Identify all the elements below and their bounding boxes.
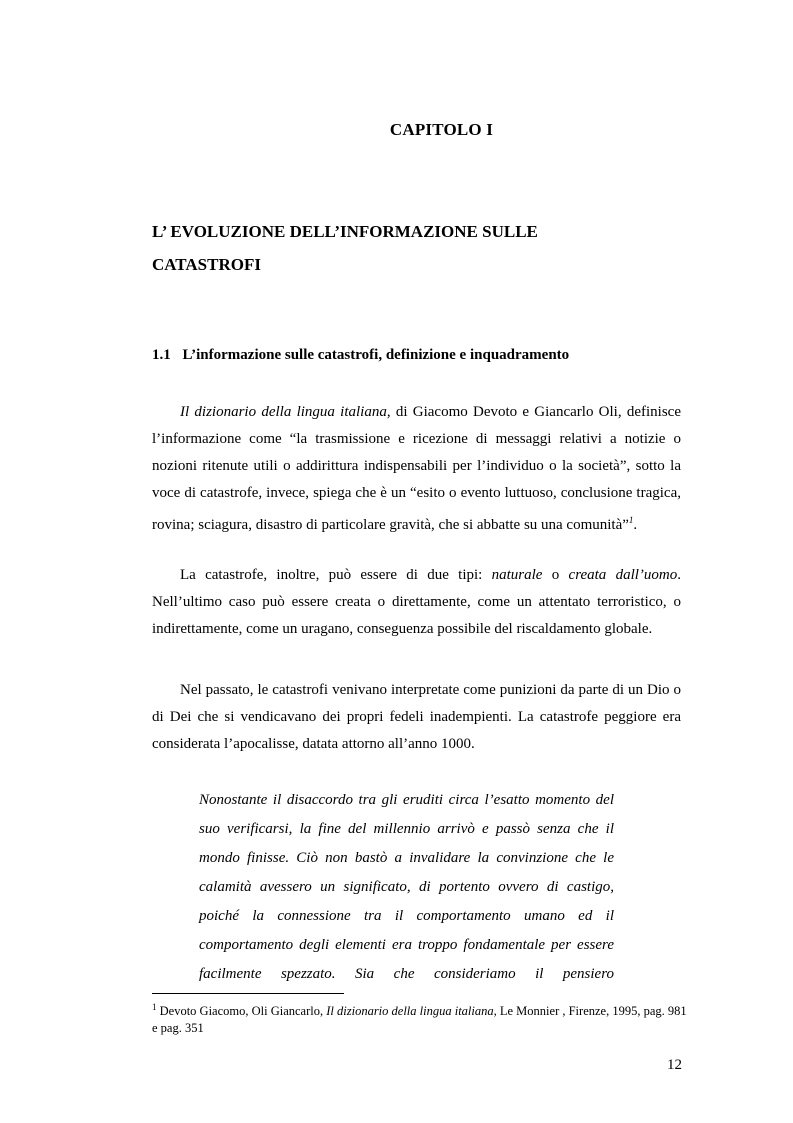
footnote-reference[interactable]: 1 [628, 515, 634, 525]
footnote-separator [152, 993, 344, 994]
section-title: L’informazione sulle catastrofi, definizione e inquadramento [182, 347, 570, 363]
footnote-text-a: Devoto Giacomo, Oli Giancarlo, [156, 1004, 327, 1019]
paragraph-2-text-c: . Nell’ultimo caso può essere creata o direttamente, come un attentato terroristico, o indirettamente, come un uragano, conseguenza possibile del riscaldamento globale. [152, 567, 681, 637]
paragraph-2-italic-a: naturale [491, 567, 543, 583]
paragraph-1-text: , di Giacomo Devoto e Giancarlo Oli, definisce l’informazione come “la trasmissione e ricezione di messaggi relativi a notizie o nozioni ritenute utili o addirittura indispensabili per l’individuo o la società”, sotto la voce di catastrofe, invece, spiega che è un “esito o evento luttuoso, conclusione tragica, rovina; sciagura, disastro di particolare gravità, che si abbatte su una comunità” [152, 404, 681, 533]
paragraph-2 [152, 562, 681, 643]
paragraph-1 [152, 399, 681, 539]
paragraph-2-text-a: La catastrofe, inoltre, può essere di due tipi: [180, 567, 492, 583]
section-heading [152, 347, 569, 364]
paragraph-2-text-b: o [542, 567, 569, 583]
paragraph-3-text: Nel passato, le catastrofi venivano interpretate come punizioni da parte di un Dio o di Dei che si vendicavano dei propri fedeli inadempienti. La catastrofe peggiore era considerata l’apocalisse, datata attorno all’anno 1000. [152, 682, 681, 752]
paragraph-2-italic-b: creata dall’uomo [568, 567, 678, 583]
footnote-book-title: Il dizionario della lingua italiana [326, 1004, 494, 1019]
block-quote: Nonostante il disaccordo tra gli eruditi circa l’esatto momento del suo verificarsi, la fine del millennio arrivò e passò senza che il mondo finisse. Ciò non bastò a invalidare la convinzione che le calamità avessero un significato, di portento ovvero di castigo, poiché la connessione tra il comportamento umano ed il comportamento degli elementi era troppo fondamentale per essere facilmente spezzato. Sia che consideriamo il pensiero [199, 792, 614, 982]
book-title: Il dizionario della lingua italiana [180, 404, 387, 420]
section-number: 1.1 [152, 347, 171, 363]
page-number: 12 [667, 1057, 682, 1073]
footnote-number: 1 [152, 1002, 157, 1012]
paragraph-1-end: . [633, 517, 638, 533]
chapter-heading: CAPITOLO I [389, 120, 494, 139]
chapter-title-line-1: L’ EVOLUZIONE DELL’INFORMAZIONE SULLE [152, 222, 538, 241]
paragraph-3 [152, 677, 681, 758]
footnote [152, 999, 687, 1037]
chapter-title-line-2: CATASTROFI [152, 255, 261, 274]
footnote-text-b: , Le Monnier , Firenze, 1995, pag. 981 e pag. 351 [152, 1004, 687, 1036]
chapter-title [152, 215, 672, 281]
